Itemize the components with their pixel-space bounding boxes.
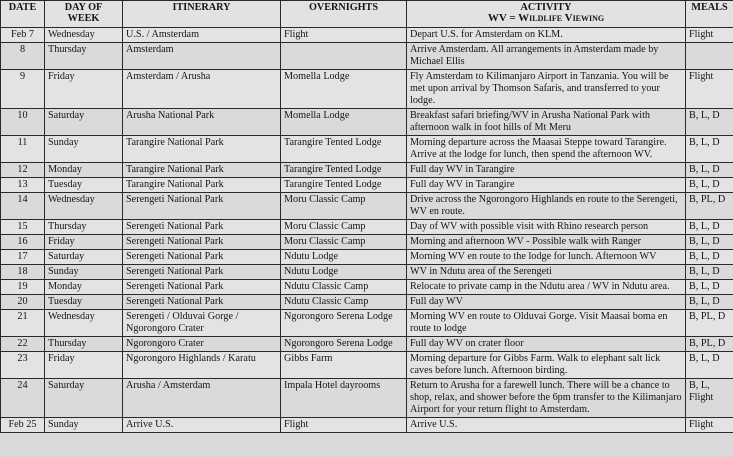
itinerary-rows [1,28,733,433]
cell-date: 16 [1,235,45,250]
table-row [1,136,733,163]
cell-activity: Morning WV en route to Olduvai Gorge. Visit Maasai boma en route to lodge [407,310,686,337]
cell-activity: Morning departure for Gibbs Farm. Walk to elephant salt lick caves before lunch. Afternoon birding. [407,352,686,379]
cell-activity: Morning and afternoon WV - Possible walk with Ranger [407,235,686,250]
header-activity-title: ACTIVITY [520,2,572,13]
cell-itinerary: Serengeti National Park [123,235,281,250]
cell-itinerary: Ngorongoro Highlands / Karatu [123,352,281,379]
cell-activity: Drive across the Ngorongoro Highlands en route to the Serengeti, WV en route. [407,193,686,220]
cell-date: 20 [1,295,45,310]
table-row [1,295,733,310]
header-meals: MEALS [686,1,733,28]
cell-meals: B, L, D [686,178,733,193]
cell-date: Feb 7 [1,28,45,43]
cell-itinerary: Tarangire National Park [123,178,281,193]
cell-activity: Relocate to private camp in the Ndutu area / WV in Ndutu area. [407,280,686,295]
cell-activity: Arrive Amsterdam. All arrangements in Amsterdam made by Michael Ellis [407,43,686,70]
cell-date: 15 [1,220,45,235]
cell-overnights: Moru Classic Camp [281,235,407,250]
cell-itinerary: Serengeti National Park [123,220,281,235]
cell-overnights: Flight [281,418,407,433]
cell-itinerary: Serengeti National Park [123,265,281,280]
cell-itinerary: Amsterdam / Arusha [123,70,281,109]
header-row [1,1,733,28]
cell-itinerary: Serengeti National Park [123,280,281,295]
cell-date: 14 [1,193,45,220]
header-activity [407,1,686,28]
cell-activity: Return to Arusha for a farewell lunch. There will be a chance to shop, relax, and shower before the 6pm transfer to the Kilimanjaro Airport for your return flight to Amsterdam. [407,379,686,418]
cell-day: Sunday [45,265,123,280]
cell-day: Thursday [45,220,123,235]
cell-meals: B, PL, D [686,193,733,220]
cell-meals: B, L, D [686,235,733,250]
table-row [1,178,733,193]
cell-activity: Arrive U.S. [407,418,686,433]
cell-meals: B, L, D [686,220,733,235]
table-row [1,310,733,337]
cell-itinerary: Arusha / Amsterdam [123,379,281,418]
cell-itinerary: Amsterdam [123,43,281,70]
cell-date: 19 [1,280,45,295]
cell-itinerary: Ngorongoro Crater [123,337,281,352]
cell-overnights: Momella Lodge [281,109,407,136]
cell-activity: Full day WV [407,295,686,310]
cell-overnights: Tarangire Tented Lodge [281,163,407,178]
cell-itinerary: Serengeti National Park [123,193,281,220]
table-row [1,70,733,109]
cell-day: Saturday [45,109,123,136]
cell-date: 21 [1,310,45,337]
cell-meals: B, PL, D [686,310,733,337]
cell-day: Monday [45,163,123,178]
cell-meals: B, L, D [686,250,733,265]
cell-meals: B, L, D [686,280,733,295]
cell-overnights: Ndutu Lodge [281,250,407,265]
cell-day: Tuesday [45,295,123,310]
cell-overnights: Moru Classic Camp [281,220,407,235]
cell-itinerary: Tarangire National Park [123,136,281,163]
cell-itinerary: Serengeti / Olduvai Gorge / Ngorongoro Crater [123,310,281,337]
cell-overnights [281,43,407,70]
cell-date: 17 [1,250,45,265]
cell-meals: B, L, D [686,109,733,136]
table-row [1,352,733,379]
cell-meals: Flight [686,418,733,433]
cell-meals [686,43,733,70]
cell-meals: Flight [686,28,733,43]
table-row [1,109,733,136]
table-row [1,235,733,250]
cell-activity: Depart U.S. for Amsterdam on KLM. [407,28,686,43]
cell-overnights: Flight [281,28,407,43]
cell-day: Sunday [45,136,123,163]
cell-overnights: Momella Lodge [281,70,407,109]
table-row [1,163,733,178]
cell-day: Saturday [45,250,123,265]
cell-overnights: Ngorongoro Serena Lodge [281,310,407,337]
cell-activity: Full day WV in Tarangire [407,178,686,193]
cell-meals: B, L, D [686,352,733,379]
cell-date: 12 [1,163,45,178]
cell-day: Sunday [45,418,123,433]
cell-date: 8 [1,43,45,70]
cell-meals: Flight [686,70,733,109]
cell-activity: Day of WV with possible visit with Rhino research person [407,220,686,235]
cell-overnights: Ndutu Lodge [281,265,407,280]
cell-overnights: Impala Hotel dayrooms [281,379,407,418]
cell-overnights: Gibbs Farm [281,352,407,379]
cell-date: 23 [1,352,45,379]
cell-activity: WV in Ndutu area of the Serengeti [407,265,686,280]
table-row [1,418,733,433]
cell-date: 24 [1,379,45,418]
cell-activity: Morning departure across the Maasai Steppe toward Tarangire. Arrive at the lodge for lunch, then spend the afternoon WV. [407,136,686,163]
cell-meals: B, L, D [686,295,733,310]
header-activity-legend: WV = Wildlife Viewing [487,12,605,24]
cell-overnights: Moru Classic Camp [281,193,407,220]
cell-day: Tuesday [45,178,123,193]
cell-itinerary: Arrive U.S. [123,418,281,433]
cell-itinerary: U.S. / Amsterdam [123,28,281,43]
cell-overnights: Tarangire Tented Lodge [281,178,407,193]
table-row [1,250,733,265]
cell-itinerary: Serengeti National Park [123,250,281,265]
cell-overnights: Tarangire Tented Lodge [281,136,407,163]
cell-meals: B, PL, D [686,337,733,352]
cell-day: Friday [45,235,123,250]
cell-date: Feb 25 [1,418,45,433]
table-row [1,265,733,280]
table-row [1,280,733,295]
cell-day: Thursday [45,43,123,70]
cell-date: 13 [1,178,45,193]
header-itinerary: ITINERARY [123,1,281,28]
cell-activity: Breakfast safari briefing/WV in Arusha National Park with afternoon walk in foot hills of Mt Meru [407,109,686,136]
cell-overnights: Ndutu Classic Camp [281,295,407,310]
cell-day: Wednesday [45,193,123,220]
cell-day: Saturday [45,379,123,418]
cell-date: 9 [1,70,45,109]
cell-activity: Full day WV on crater floor [407,337,686,352]
cell-date: 22 [1,337,45,352]
cell-date: 11 [1,136,45,163]
cell-overnights: Ndutu Classic Camp [281,280,407,295]
cell-activity: Fly Amsterdam to Kilimanjaro Airport in Tanzania. You will be met upon arrival by Thomson Safaris, and transferred to your lodge. [407,70,686,109]
table-row [1,220,733,235]
cell-day: Friday [45,70,123,109]
cell-activity: Morning WV en route to the lodge for lunch. Afternoon WV [407,250,686,265]
cell-itinerary: Arusha National Park [123,109,281,136]
cell-day: Thursday [45,337,123,352]
cell-day: Monday [45,280,123,295]
cell-activity: Full day WV in Tarangire [407,163,686,178]
cell-meals: B, L, D [686,163,733,178]
table-row [1,28,733,43]
cell-meals: B, L, D [686,265,733,280]
cell-day: Friday [45,352,123,379]
header-date: DATE [1,1,45,28]
cell-itinerary: Serengeti National Park [123,295,281,310]
table-row [1,379,733,418]
cell-meals: B, L, Flight [686,379,733,418]
cell-meals: B, L, D [686,136,733,163]
header-overnights: OVERNIGHTS [281,1,407,28]
cell-overnights: Ngorongoro Serena Lodge [281,337,407,352]
table-row [1,193,733,220]
cell-date: 18 [1,265,45,280]
cell-date: 10 [1,109,45,136]
table-row [1,43,733,70]
table-row [1,337,733,352]
header-day-of-week: DAY OF WEEK [45,1,123,28]
cell-itinerary: Tarangire National Park [123,163,281,178]
cell-day: Wednesday [45,310,123,337]
cell-day: Wednesday [45,28,123,43]
